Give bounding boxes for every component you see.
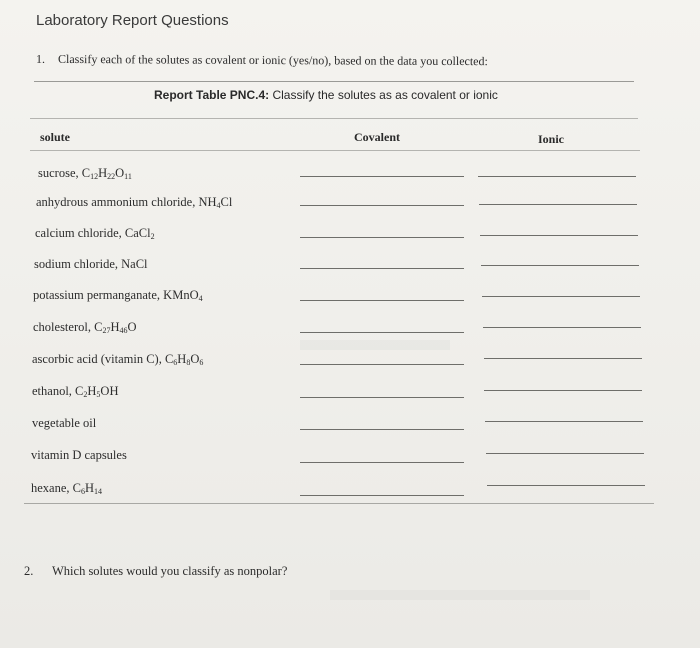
ionic-answer-blank[interactable]	[484, 358, 642, 359]
solute-name: sucrose,	[38, 166, 82, 180]
ionic-answer-blank[interactable]	[480, 235, 638, 236]
covalent-answer-blank[interactable]	[300, 397, 464, 398]
covalent-answer-blank[interactable]	[300, 462, 464, 463]
solute-formula	[163, 288, 202, 302]
formula-subscript: 46	[119, 326, 128, 335]
ionic-answer-blank[interactable]	[487, 485, 645, 486]
formula-subscript: 14	[94, 487, 103, 496]
solute-formula	[82, 166, 132, 180]
table-title-label: Report Table PNC.4:	[154, 88, 270, 102]
question-2-text: Which solutes would you classify as nonpolar?	[52, 564, 288, 578]
formula-symbol: CaCl	[124, 226, 151, 240]
formula-symbol: OH	[100, 384, 119, 398]
solute-formula	[121, 257, 147, 271]
solute-formula	[125, 226, 155, 240]
table-top-rule	[30, 118, 638, 119]
divider-rule	[34, 81, 634, 82]
solute-label	[33, 288, 203, 303]
column-header-covalent: Covalent	[354, 130, 400, 144]
column-header-ionic: Ionic	[538, 132, 565, 146]
solute-name: vegetable oil	[32, 416, 97, 430]
formula-subscript: 5	[96, 390, 101, 399]
covalent-answer-blank[interactable]	[300, 364, 464, 365]
formula-symbol: C	[72, 481, 81, 495]
formula-symbol: C	[81, 166, 91, 180]
ionic-answer-blank[interactable]	[481, 265, 639, 266]
ionic-answer-blank[interactable]	[478, 176, 636, 177]
formula-symbol: Cl	[220, 195, 233, 209]
bleed-through-mark	[300, 340, 450, 350]
formula-symbol: O	[115, 166, 125, 180]
covalent-answer-blank[interactable]	[300, 268, 464, 269]
formula-symbol: H	[98, 166, 108, 180]
ionic-answer-blank[interactable]	[485, 421, 643, 422]
formula-symbol: NaCl	[121, 257, 148, 271]
question-1	[36, 52, 488, 69]
solute-formula	[165, 352, 203, 366]
solute-formula	[73, 481, 102, 495]
solute-name: calcium chloride,	[35, 226, 125, 240]
question-2-number: 2.	[24, 564, 34, 578]
solute-name: vitamin D capsules	[31, 448, 127, 462]
formula-symbol: H	[85, 481, 95, 495]
formula-subscript: 6	[173, 358, 178, 367]
covalent-answer-blank[interactable]	[300, 237, 464, 238]
table-title	[154, 88, 498, 102]
solute-name: ethanol,	[32, 384, 76, 398]
formula-symbol: C	[164, 352, 174, 366]
formula-subscript: 6	[199, 358, 204, 367]
formula-subscript: 8	[186, 358, 191, 367]
formula-symbol: C	[94, 320, 103, 334]
solute-formula	[198, 195, 232, 209]
solute-name: hexane,	[31, 481, 73, 495]
question-1-text: Classify each of the solutes as covalent or ionic (yes/no), based on the data you collected:	[57, 51, 488, 69]
formula-symbol: C	[75, 384, 84, 398]
solute-name: potassium permanganate,	[33, 288, 164, 302]
ionic-answer-blank[interactable]	[484, 390, 642, 391]
bleed-through-mark	[330, 590, 590, 600]
covalent-answer-blank[interactable]	[300, 495, 464, 496]
table-header-rule	[30, 150, 640, 151]
solute-formula	[75, 384, 118, 398]
formula-subscript: 22	[107, 172, 116, 181]
covalent-answer-blank[interactable]	[300, 429, 464, 430]
ionic-answer-blank[interactable]	[483, 327, 641, 328]
formula-subscript: 2	[83, 390, 88, 399]
ionic-answer-blank[interactable]	[486, 453, 644, 454]
solute-name: cholesterol,	[33, 320, 95, 334]
question-1-number: 1.	[35, 51, 46, 66]
solute-label	[33, 320, 137, 335]
formula-subscript: 4	[198, 294, 203, 303]
formula-subscript: 6	[81, 487, 85, 496]
solute-label	[38, 166, 132, 181]
formula-symbol: H	[177, 352, 187, 366]
formula-subscript: 11	[124, 172, 132, 181]
covalent-answer-blank[interactable]	[300, 300, 464, 301]
formula-subscript: 12	[90, 172, 99, 181]
solute-label	[31, 481, 102, 496]
page-title: Laboratory Report Questions	[36, 12, 229, 29]
covalent-answer-blank[interactable]	[300, 332, 464, 333]
table-title-text: Classify the solutes as as covalent or ionic	[269, 88, 498, 102]
solute-label	[32, 416, 96, 431]
solute-label	[32, 384, 118, 399]
solute-label	[32, 352, 203, 367]
ionic-answer-blank[interactable]	[482, 296, 640, 297]
solute-label	[36, 195, 232, 210]
formula-symbol: O	[127, 320, 137, 334]
formula-subscript: 4	[216, 201, 221, 210]
solute-name: sodium chloride,	[34, 257, 122, 271]
question-2	[24, 564, 287, 579]
formula-symbol: KMnO	[163, 288, 199, 302]
solute-label	[35, 226, 155, 241]
solute-label	[34, 257, 148, 272]
formula-symbol: NH	[198, 195, 217, 209]
formula-symbol: H	[87, 384, 97, 398]
ionic-answer-blank[interactable]	[479, 204, 637, 205]
formula-symbol: H	[110, 320, 120, 334]
formula-symbol: O	[190, 352, 200, 366]
covalent-answer-blank[interactable]	[300, 205, 464, 206]
solute-label	[31, 448, 127, 463]
solute-formula	[94, 320, 136, 334]
solute-name: anhydrous ammonium chloride,	[36, 195, 199, 209]
column-header-solute: solute	[40, 130, 70, 144]
covalent-answer-blank[interactable]	[300, 176, 464, 177]
table-bottom-rule	[24, 503, 654, 504]
formula-subscript: 27	[102, 326, 111, 335]
solute-name: ascorbic acid (vitamin C),	[32, 352, 165, 366]
formula-subscript: 2	[150, 232, 155, 241]
